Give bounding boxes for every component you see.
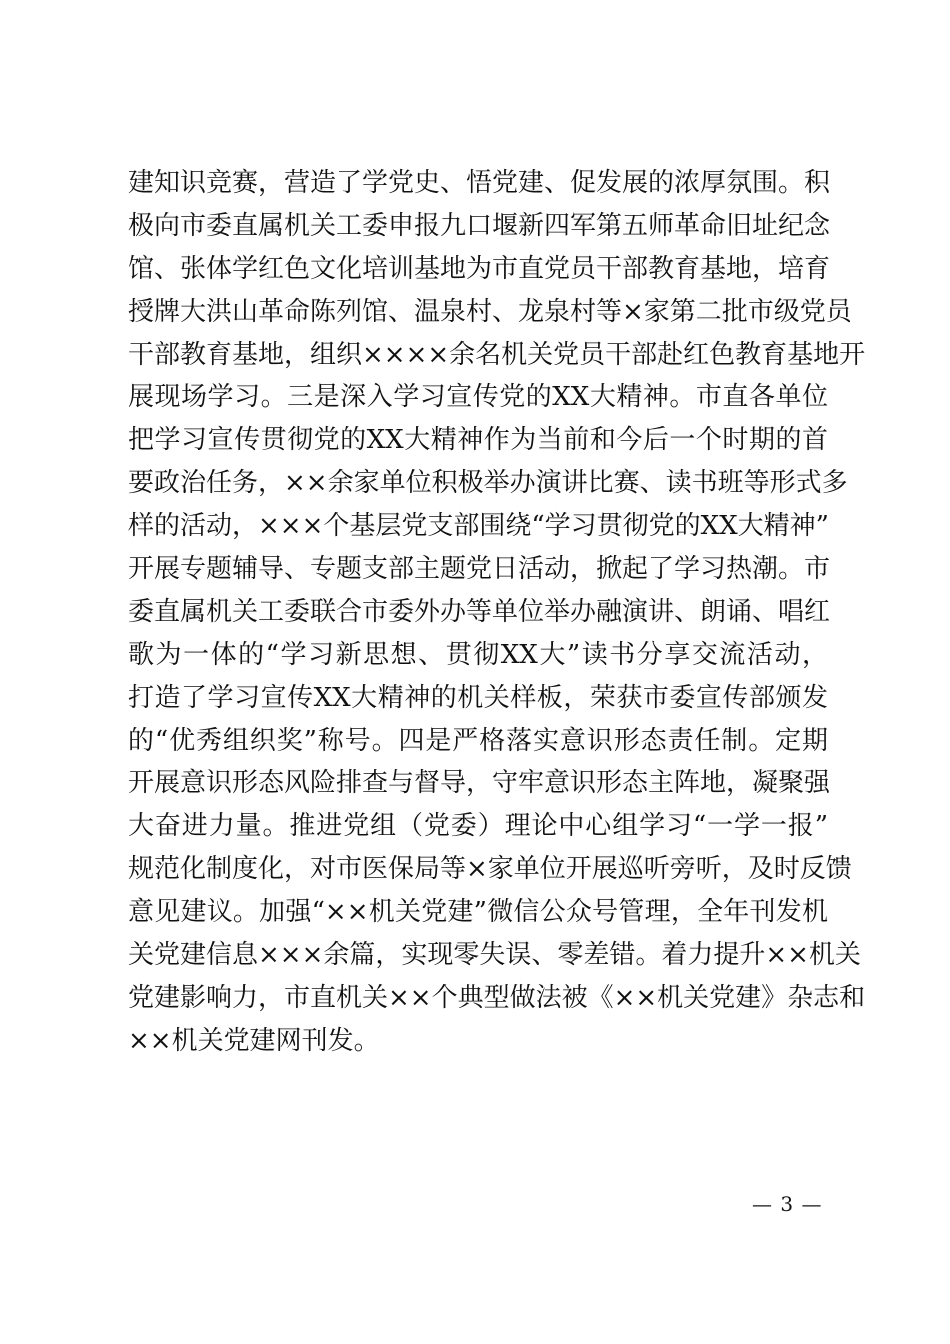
text-line: 意见建议。加强“××机关党建”微信公众号管理，全年刊发机 — [128, 897, 828, 928]
body-paragraph — [128, 162, 866, 1063]
text-line: 的“优秀组织奖”称号。四是严格落实意识形态责任制。定期 — [128, 725, 828, 756]
text-line: 党建影响力，市直机关××个典型做法被《××机关党建》杂志和 — [128, 982, 866, 1013]
text-line: 建知识竞赛，营造了学党史、悟党建、促发展的浓厚氛围。积 — [128, 168, 831, 198]
text-line: 歌为一体的“学习新思想、贯彻XX大”读书分享交流活动， — [128, 639, 828, 670]
text-line: 委直属机关工委联合市委外办等单位举办融演讲、朗诵、唱红 — [128, 596, 831, 627]
text-line: 规范化制度化，对市医保局等×家单位开展巡听旁听，及时反馈 — [128, 854, 852, 885]
text-line: 授牌大洪山革命陈列馆、温泉村、龙泉村等×家第二批市级党员 — [128, 296, 852, 327]
text-line: 开展专题辅导、专题支部主题党日活动，掀起了学习热潮。市 — [128, 554, 831, 585]
text-line: 干部教育基地，组织××××余名机关党员干部赴红色教育基地开 — [128, 339, 866, 370]
text-line: ××机关党建网刊发。 — [128, 1025, 380, 1056]
text-line: 展现场学习。三是深入学习宣传党的XX大精神。市直各单位 — [128, 382, 828, 413]
text-line: 开展意识形态风险排查与督导，守牢意识形态主阵地，凝聚强 — [128, 768, 831, 799]
page-number: — 3 — — [752, 1192, 823, 1216]
text-line: 样的活动，×××个基层党支部围绕“学习贯彻党的XX大精神” — [128, 511, 829, 542]
text-line: 打造了学习宣传XX大精神的机关样板，荣获市委宣传部颁发 — [128, 682, 828, 713]
text-line: 大奋进力量。推进党组（党委）理论中心组学习“一学一报” — [128, 811, 828, 842]
text-line: 关党建信息×××余篇，实现零失误、零差错。着力提升××机关 — [128, 940, 861, 971]
text-line: 极向市委直属机关工委申报九口堰新四军第五师革命旧址纪念 — [128, 210, 831, 241]
text-line: 把学习宣传贯彻党的XX大精神作为当前和今后一个时期的首 — [128, 425, 828, 456]
text-line: 馆、张体学红色文化培训基地为市直党员干部教育基地，培育 — [128, 253, 831, 284]
text-line: 要政治任务，××余家单位积极举办演讲比赛、读书班等形式多 — [128, 468, 848, 499]
